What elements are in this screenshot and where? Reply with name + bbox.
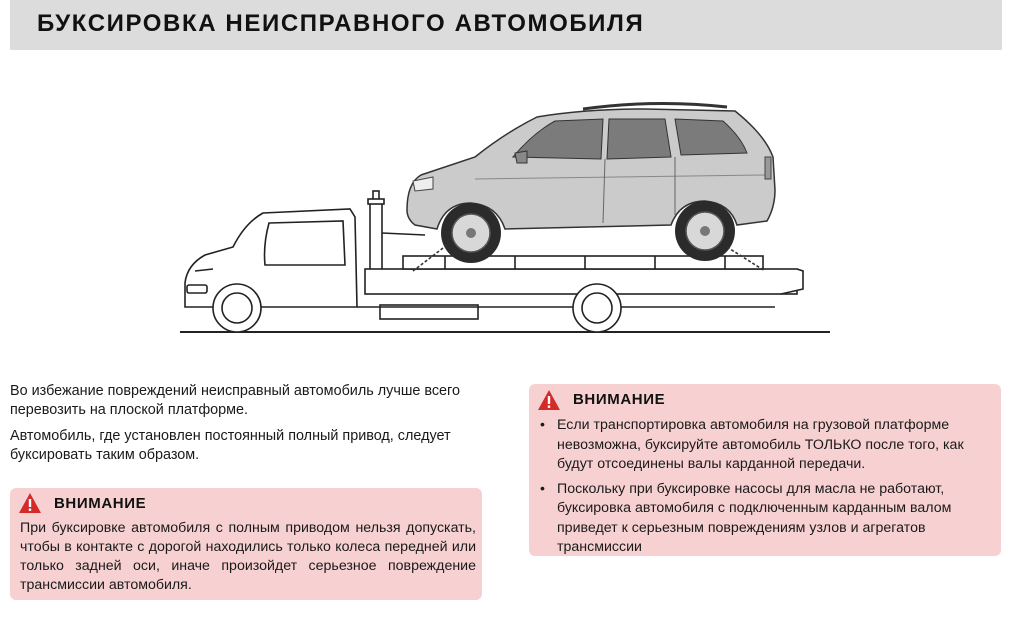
intro-paragraph-1: Во избежание повреждений неисправный автомобиль лучше всего перевозить на плоской платформе. <box>10 383 460 418</box>
warning-list-right <box>537 416 992 563</box>
truck-wheel-rear <box>573 284 621 332</box>
bullet-icon: • <box>540 480 545 497</box>
suv-wheel-front <box>441 203 501 263</box>
truck-cab <box>185 209 357 307</box>
warning-box-right <box>529 384 1001 556</box>
list-item <box>537 480 992 558</box>
tow-mast <box>368 191 384 273</box>
warning-title-left: ВНИМАНИЕ <box>54 495 147 512</box>
warning-item-text: Если транспортировка автомобиля на грузовой платформе невозможна, буксируйте автомобиль ТОЛЬКО после того, как будут отсоединены валы карданной передачи. <box>557 417 964 472</box>
list-item <box>537 416 992 475</box>
page-header <box>10 0 1002 50</box>
suv-wheel-rear <box>675 201 735 261</box>
warning-box-left <box>10 488 482 600</box>
bullet-icon: • <box>540 417 545 433</box>
warning-title-right: ВНИМАНИЕ <box>573 391 666 408</box>
page-title: БУКСИРОВКА НЕИСПРАВНОГО АВТОМОБИЛЯ <box>37 10 645 37</box>
tow-truck-illustration <box>175 95 835 345</box>
intro-paragraph-2: Автомобиль, где установлен постоянный полный привод, следует буксировать таким образом. <box>10 428 451 463</box>
suv-window-middle <box>607 119 671 159</box>
truck-wheel-front <box>213 284 261 332</box>
warning-triangle-icon <box>18 492 42 514</box>
intro-text <box>10 382 490 472</box>
warning-triangle-icon <box>537 389 561 411</box>
warning-text-left: При буксировке автомобиля с полным приводом нельзя допускать, чтобы в контакте с дорогой находились только колеса передней или только задней оси, иначе произойдет серьезное повреждение трансмиссии автомобиля. <box>20 520 476 593</box>
warning-item-text: Поскольку при буксировке насосы для масла не работают, буксировка автомобиля с подключенным карданным валом приведет к серьезным повреждениям узлов и агрегатов трансмиссии <box>557 480 952 555</box>
